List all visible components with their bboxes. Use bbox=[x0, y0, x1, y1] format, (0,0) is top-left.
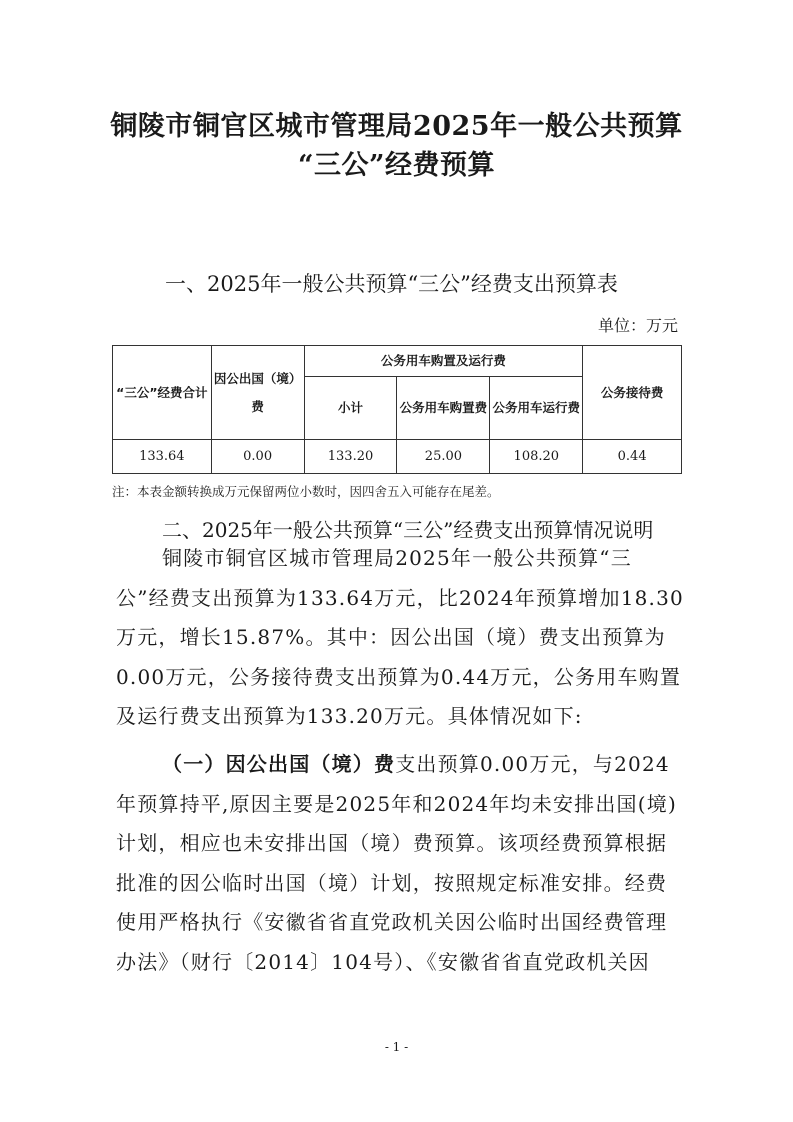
unit-label: 单位：万元 bbox=[597, 316, 678, 335]
page-number: - 1 - bbox=[384, 1040, 409, 1054]
document-title-line1: 铜陵市铜官区城市管理局2025年一般公共预算 bbox=[110, 111, 683, 142]
document-title-line2: “三公”经费预算 bbox=[297, 150, 496, 181]
budget-table bbox=[112, 345, 682, 474]
value-vehicle-subtotal: 133.20 bbox=[304, 440, 397, 474]
value-reception: 0.44 bbox=[583, 440, 682, 474]
paragraph-summary: 铜陵市铜官区城市管理局2025年一般公共预算“三公”经费支出预算为133.64万元，比2024年预算增加18.30万元，增长15.87%。其中：因公出国（境）费支出预算为0.00万元，公务接待费支出预算为0.44万元，公务用车购置及运行费支出预算为133.20万元。具体情况如下: bbox=[116, 546, 684, 728]
section1-heading: 一、2025年一般公共预算“三公”经费支出预算表 bbox=[165, 272, 618, 296]
section2-heading: 二、2025年一般公共预算“三公”经费支出预算情况说明 bbox=[162, 518, 654, 542]
header-vehicle-group: 公务用车购置及运行费 bbox=[304, 346, 583, 377]
subsection1-heading: （一）因公出国（境）费 bbox=[162, 752, 396, 776]
value-vehicle-operation: 108.20 bbox=[490, 440, 583, 474]
value-overseas: 0.00 bbox=[211, 440, 304, 474]
header-overseas: 因公出国（境）费 bbox=[211, 346, 304, 440]
table-header-row bbox=[113, 346, 682, 377]
table-row bbox=[113, 440, 682, 474]
paragraph-overseas bbox=[116, 745, 684, 982]
value-vehicle-purchase: 25.00 bbox=[397, 440, 490, 474]
paragraph-overseas-body: 支出预算0.00万元，与2024年预算持平,原因主要是2025年和2024年均未安排出国(境)计划，相应也未安排出国（境）费预算。该项经费预算根据批准的因公临时出国（境）计划，按照规定标准安排。经费使用严格执行《安徽省省直党政机关因公临时出国经费管理办法》（财行〔2014〕104号）、《安徽省省直党政机关因 bbox=[116, 752, 677, 974]
header-vehicle-subtotal: 小计 bbox=[304, 377, 397, 440]
header-total: “三公”经费合计 bbox=[113, 346, 212, 440]
header-vehicle-purchase: 公务用车购置费 bbox=[397, 377, 490, 440]
table-note: 注：本表金额转换成万元保留两位小数时，因四舍五入可能存在尾差。 bbox=[112, 484, 500, 499]
header-reception: 公务接待费 bbox=[583, 346, 682, 440]
header-vehicle-operation: 公务用车运行费 bbox=[490, 377, 583, 440]
value-total: 133.64 bbox=[113, 440, 212, 474]
